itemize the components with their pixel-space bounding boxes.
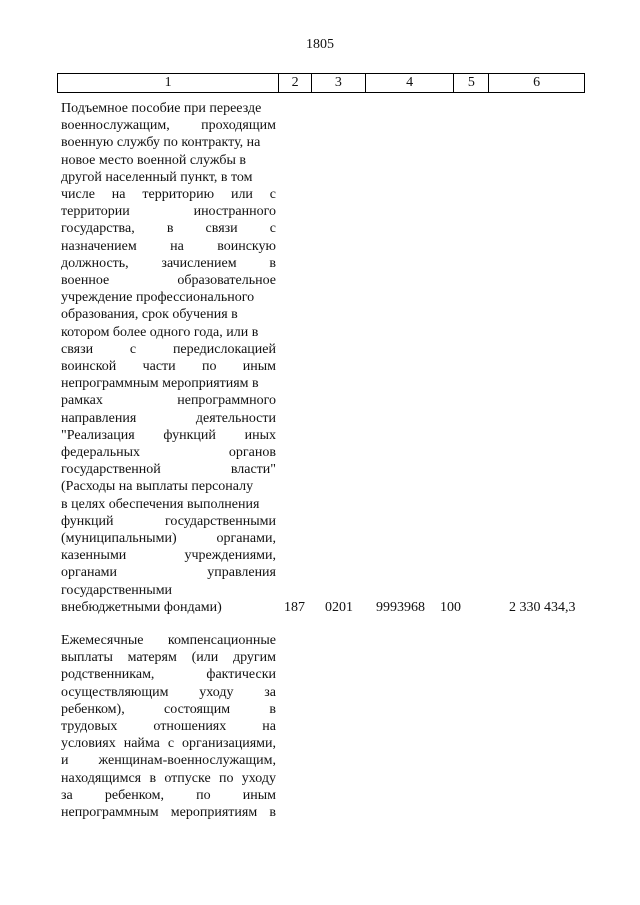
description-line: и женщинам-военнослужащим,	[61, 753, 276, 769]
description-line: другой населенный пункт, в том	[61, 169, 253, 185]
description-line: непрограммным мероприятиям в	[61, 805, 276, 821]
description-line: государства, в связи с	[61, 221, 276, 237]
ministry-code: 187	[284, 600, 305, 615]
column-header-6: 6	[488, 74, 584, 92]
description-line: учреждение профессионального	[61, 290, 255, 306]
description-line: числе на территорию или с	[61, 187, 276, 203]
description-line: (Расходы на выплаты персоналу	[61, 479, 254, 495]
column-header-2: 2	[278, 74, 311, 92]
description-line: выплаты матерям (или другим	[61, 650, 276, 666]
description-line: образования, срок обучения в	[61, 307, 238, 323]
description-line: рамках непрограммного	[61, 393, 276, 409]
section-code: 0201	[325, 600, 353, 615]
description-line: военное образовательное	[61, 273, 276, 289]
description-line: родственникам, фактически	[61, 667, 276, 683]
description-line: функций государственными	[61, 513, 276, 529]
description-line: казенными учреждениями,	[61, 548, 276, 564]
description-line: территории иностранного	[61, 204, 276, 220]
description-line: Подъемное пособие при переезде	[61, 101, 262, 116]
table-header	[57, 73, 585, 93]
page-number: 1805	[306, 37, 334, 52]
expense-type-code: 100	[440, 600, 461, 615]
description-line: назначением на воинскую	[61, 238, 276, 254]
description-line: трудовых отношениях на	[61, 719, 276, 735]
description-line: осуществляющим уходу за	[61, 684, 276, 700]
description-line: органами управления	[61, 565, 276, 581]
description-line: находящимся в отпуске по уходу	[61, 770, 276, 786]
description-line: новое место военной службы в	[61, 152, 246, 168]
row-description	[61, 632, 276, 821]
description-line: федеральных органов	[61, 445, 276, 461]
description-line: военную службу по контракту, на	[61, 135, 261, 151]
column-header-5: 5	[453, 74, 488, 92]
column-header-3: 3	[311, 74, 365, 92]
description-line: Ежемесячные компенсационные	[61, 633, 276, 648]
description-line: воинской части по иным	[61, 359, 276, 375]
description-line: направления деятельности	[61, 410, 276, 426]
column-header-4: 4	[365, 74, 454, 92]
description-line: котором более одного года, или в	[61, 324, 259, 340]
description-line: внебюджетными фондами)	[61, 599, 222, 615]
description-line: за ребенком, по иным	[61, 787, 276, 803]
description-line: государственными	[61, 582, 173, 598]
description-line: в целях обеспечения выполнения	[61, 496, 260, 512]
target-article-code: 9993968	[376, 600, 425, 615]
description-line: условиях найма с организациями,	[61, 736, 276, 752]
description-line: "Реализация функций иных	[61, 427, 276, 443]
description-line: связи с передислокацией	[61, 341, 276, 357]
description-line: государственной власти"	[61, 462, 276, 478]
description-line: ребенком), состоящим в	[61, 701, 276, 717]
description-line: должность, зачислением в	[61, 255, 276, 271]
column-header-1: 1	[164, 75, 172, 90]
description-line: непрограммным мероприятиям в	[61, 376, 259, 392]
row-description	[61, 100, 276, 616]
description-line: военнослужащим, проходящим	[61, 118, 276, 134]
description-line: (муниципальными) органами,	[61, 531, 276, 547]
amount-value: 2 330 434,3	[509, 600, 576, 615]
